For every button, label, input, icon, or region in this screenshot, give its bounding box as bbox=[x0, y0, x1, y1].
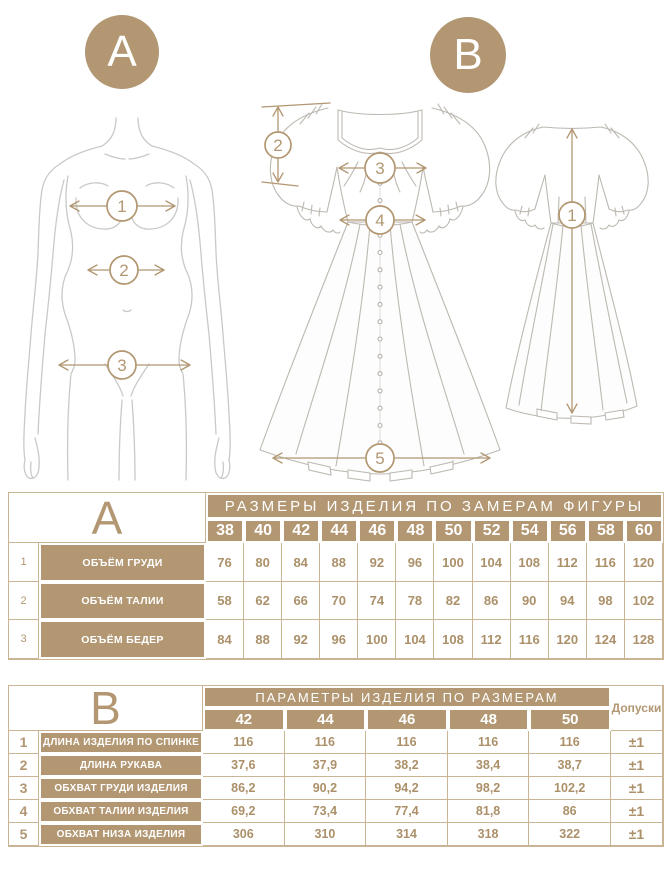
table-b-size-header: 44 bbox=[285, 708, 367, 731]
table-b-value: 73,4 bbox=[285, 800, 367, 823]
table-a-value: 100 bbox=[358, 620, 396, 659]
table-b-row-number: 3 bbox=[9, 777, 39, 800]
table-a-value: 100 bbox=[434, 543, 472, 582]
table-a-row-number: 3 bbox=[9, 620, 39, 659]
table-a-value: 78 bbox=[396, 582, 434, 620]
table-a-value: 70 bbox=[320, 582, 358, 620]
table-a-size-header: 58 bbox=[587, 519, 625, 543]
table-a-title: РАЗМЕРЫ ИЗДЕЛИЯ ПО ЗАМЕРАМ ФИГУРЫ bbox=[206, 493, 663, 519]
table-a-value: 86 bbox=[473, 582, 511, 620]
table-a-row-label: ОБЪЁМ БЕДЕР bbox=[39, 620, 206, 659]
table-b-tolerance-value: ±1 bbox=[611, 800, 663, 823]
table-b-value: 37,9 bbox=[285, 754, 367, 777]
table-a-value: 128 bbox=[625, 620, 663, 659]
table-b-value: 37,6 bbox=[203, 754, 285, 777]
table-a-value: 116 bbox=[511, 620, 549, 659]
dress-back-sketch bbox=[485, 105, 665, 435]
table-a-size-header: 42 bbox=[282, 519, 320, 543]
table-b-row-number: 4 bbox=[9, 800, 39, 823]
table-b-value: 94,2 bbox=[366, 777, 448, 800]
table-a-value: 82 bbox=[434, 582, 472, 620]
table-b-value: 116 bbox=[448, 731, 530, 754]
svg-text:5: 5 bbox=[375, 449, 385, 468]
table-a-value: 98 bbox=[587, 582, 625, 620]
table-a-value: 84 bbox=[206, 620, 244, 659]
table-a-row-number: 1 bbox=[9, 543, 39, 582]
table-b-value: 38,2 bbox=[366, 754, 448, 777]
table-garment-parameters bbox=[8, 685, 664, 847]
table-b-row-number: 2 bbox=[9, 754, 39, 777]
table-a-size-header: 54 bbox=[511, 519, 549, 543]
svg-text:3: 3 bbox=[117, 356, 127, 375]
table-b-value: 90,2 bbox=[285, 777, 367, 800]
table-a-value: 90 bbox=[511, 582, 549, 620]
table-b-size-header: 50 bbox=[529, 708, 611, 731]
table-a-value: 62 bbox=[244, 582, 282, 620]
table-a-value: 96 bbox=[320, 620, 358, 659]
table-a-value: 104 bbox=[396, 620, 434, 659]
table-b-row-number: 1 bbox=[9, 731, 39, 754]
table-a-size-header: 50 bbox=[434, 519, 472, 543]
table-b-value: 77,4 bbox=[366, 800, 448, 823]
table-a-value: 108 bbox=[511, 543, 549, 582]
table-a-value: 108 bbox=[434, 620, 472, 659]
table-a-value: 94 bbox=[549, 582, 587, 620]
table-a-value: 116 bbox=[587, 543, 625, 582]
table-b-value: 314 bbox=[366, 823, 448, 846]
table-a-size-header: 48 bbox=[396, 519, 434, 543]
diagram-b-badge: B bbox=[430, 17, 506, 93]
button-dot bbox=[378, 285, 382, 289]
button-dot bbox=[378, 337, 382, 341]
table-b-size-header: 48 bbox=[448, 708, 530, 731]
button-dot bbox=[378, 389, 382, 393]
table-a-size-header: 40 bbox=[244, 519, 282, 543]
button-dot bbox=[378, 320, 382, 324]
table-b-corner-label: B bbox=[9, 686, 203, 731]
button-dot bbox=[378, 251, 382, 255]
table-b-tolerance-value: ±1 bbox=[611, 777, 663, 800]
table-b-size-header: 42 bbox=[203, 708, 285, 731]
table-a-value: 102 bbox=[625, 582, 663, 620]
table-b-value: 98,2 bbox=[448, 777, 530, 800]
table-a-row-label: ОБЪЁМ ТАЛИИ bbox=[39, 582, 206, 620]
table-b-row-label: ОБХВАТ НИЗА ИЗДЕЛИЯ bbox=[39, 823, 203, 846]
table-b-row-label: ДЛИНА РУКАВА bbox=[39, 754, 203, 777]
table-b-value: 116 bbox=[285, 731, 367, 754]
table-b-value: 86,2 bbox=[203, 777, 285, 800]
table-b-value: 318 bbox=[448, 823, 530, 846]
table-a-value: 92 bbox=[282, 620, 320, 659]
dress-front-sketch bbox=[240, 88, 510, 478]
table-b-value: 38,4 bbox=[448, 754, 530, 777]
table-a-value: 112 bbox=[549, 543, 587, 582]
table-a-value: 120 bbox=[625, 543, 663, 582]
button-dot bbox=[378, 424, 382, 428]
table-b-value: 81,8 bbox=[448, 800, 530, 823]
button-dot bbox=[378, 354, 382, 358]
table-b-value: 38,7 bbox=[529, 754, 611, 777]
table-b-tolerance-value: ±1 bbox=[611, 754, 663, 777]
table-a-size-header: 46 bbox=[358, 519, 396, 543]
table-a-value: 66 bbox=[282, 582, 320, 620]
table-a-value: 112 bbox=[473, 620, 511, 659]
table-b-row-number: 5 bbox=[9, 823, 39, 846]
table-a-value: 84 bbox=[282, 543, 320, 582]
figure-marker-hips bbox=[59, 351, 190, 379]
table-b-row-label: ОБХВАТ ТАЛИИ ИЗДЕЛИЯ bbox=[39, 800, 203, 823]
table-b-value: 86 bbox=[529, 800, 611, 823]
table-a-value: 88 bbox=[320, 543, 358, 582]
button-dot bbox=[378, 302, 382, 306]
table-a-value: 92 bbox=[358, 543, 396, 582]
table-b-value: 310 bbox=[285, 823, 367, 846]
dress-marker-bust bbox=[339, 153, 426, 183]
table-a-size-header: 52 bbox=[473, 519, 511, 543]
table-figure-sizes bbox=[8, 492, 664, 660]
dress-marker-sleeve bbox=[262, 103, 330, 186]
svg-text:1: 1 bbox=[117, 197, 127, 216]
table-a-value: 96 bbox=[396, 543, 434, 582]
table-a-value: 120 bbox=[549, 620, 587, 659]
table-a-value: 104 bbox=[473, 543, 511, 582]
figure-marker-waist bbox=[88, 256, 164, 284]
table-b-value: 116 bbox=[366, 731, 448, 754]
table-b-tolerance-value: ±1 bbox=[611, 823, 663, 846]
svg-text:3: 3 bbox=[375, 159, 385, 178]
table-a-value: 88 bbox=[244, 620, 282, 659]
table-a-value: 76 bbox=[206, 543, 244, 582]
table-a-value: 80 bbox=[244, 543, 282, 582]
table-a-size-header: 44 bbox=[320, 519, 358, 543]
table-a-size-header: 56 bbox=[549, 519, 587, 543]
body-figure-sketch bbox=[2, 112, 232, 482]
button-dot bbox=[378, 406, 382, 410]
svg-text:2: 2 bbox=[119, 261, 129, 280]
table-b-value: 322 bbox=[529, 823, 611, 846]
table-b-tolerance-header: Допуски bbox=[611, 686, 663, 731]
table-b-row-label: ДЛИНА ИЗДЕЛИЯ ПО СПИНКЕ bbox=[39, 731, 203, 754]
table-a-value: 124 bbox=[587, 620, 625, 659]
button-dot bbox=[378, 372, 382, 376]
button-dot bbox=[378, 199, 382, 203]
table-a-corner-label: A bbox=[9, 493, 206, 543]
table-b-value: 116 bbox=[529, 731, 611, 754]
table-b-title: ПАРАМЕТРЫ ИЗДЕЛИЯ ПО РАЗМЕРАМ bbox=[203, 686, 611, 708]
table-b-row-label: ОБХВАТ ГРУДИ ИЗДЕЛИЯ bbox=[39, 777, 203, 800]
table-a-size-header: 38 bbox=[206, 519, 244, 543]
figure-marker-bust bbox=[70, 191, 175, 221]
table-a-row-label: ОБЪЁМ ГРУДИ bbox=[39, 543, 206, 582]
diagram-a-badge: A bbox=[85, 15, 159, 89]
table-b-value: 102,2 bbox=[529, 777, 611, 800]
table-b-value: 116 bbox=[203, 731, 285, 754]
table-a-value: 58 bbox=[206, 582, 244, 620]
figure-lines bbox=[24, 118, 230, 480]
table-a-value: 74 bbox=[358, 582, 396, 620]
svg-text:2: 2 bbox=[273, 136, 283, 155]
table-b-value: 306 bbox=[203, 823, 285, 846]
table-b-value: 69,2 bbox=[203, 800, 285, 823]
button-dot bbox=[378, 268, 382, 272]
svg-text:4: 4 bbox=[375, 211, 385, 230]
table-b-tolerance-value: ±1 bbox=[611, 731, 663, 754]
table-a-row-number: 2 bbox=[9, 582, 39, 620]
table-a-size-header: 60 bbox=[625, 519, 663, 543]
svg-text:1: 1 bbox=[567, 206, 577, 225]
table-b-size-header: 46 bbox=[366, 708, 448, 731]
